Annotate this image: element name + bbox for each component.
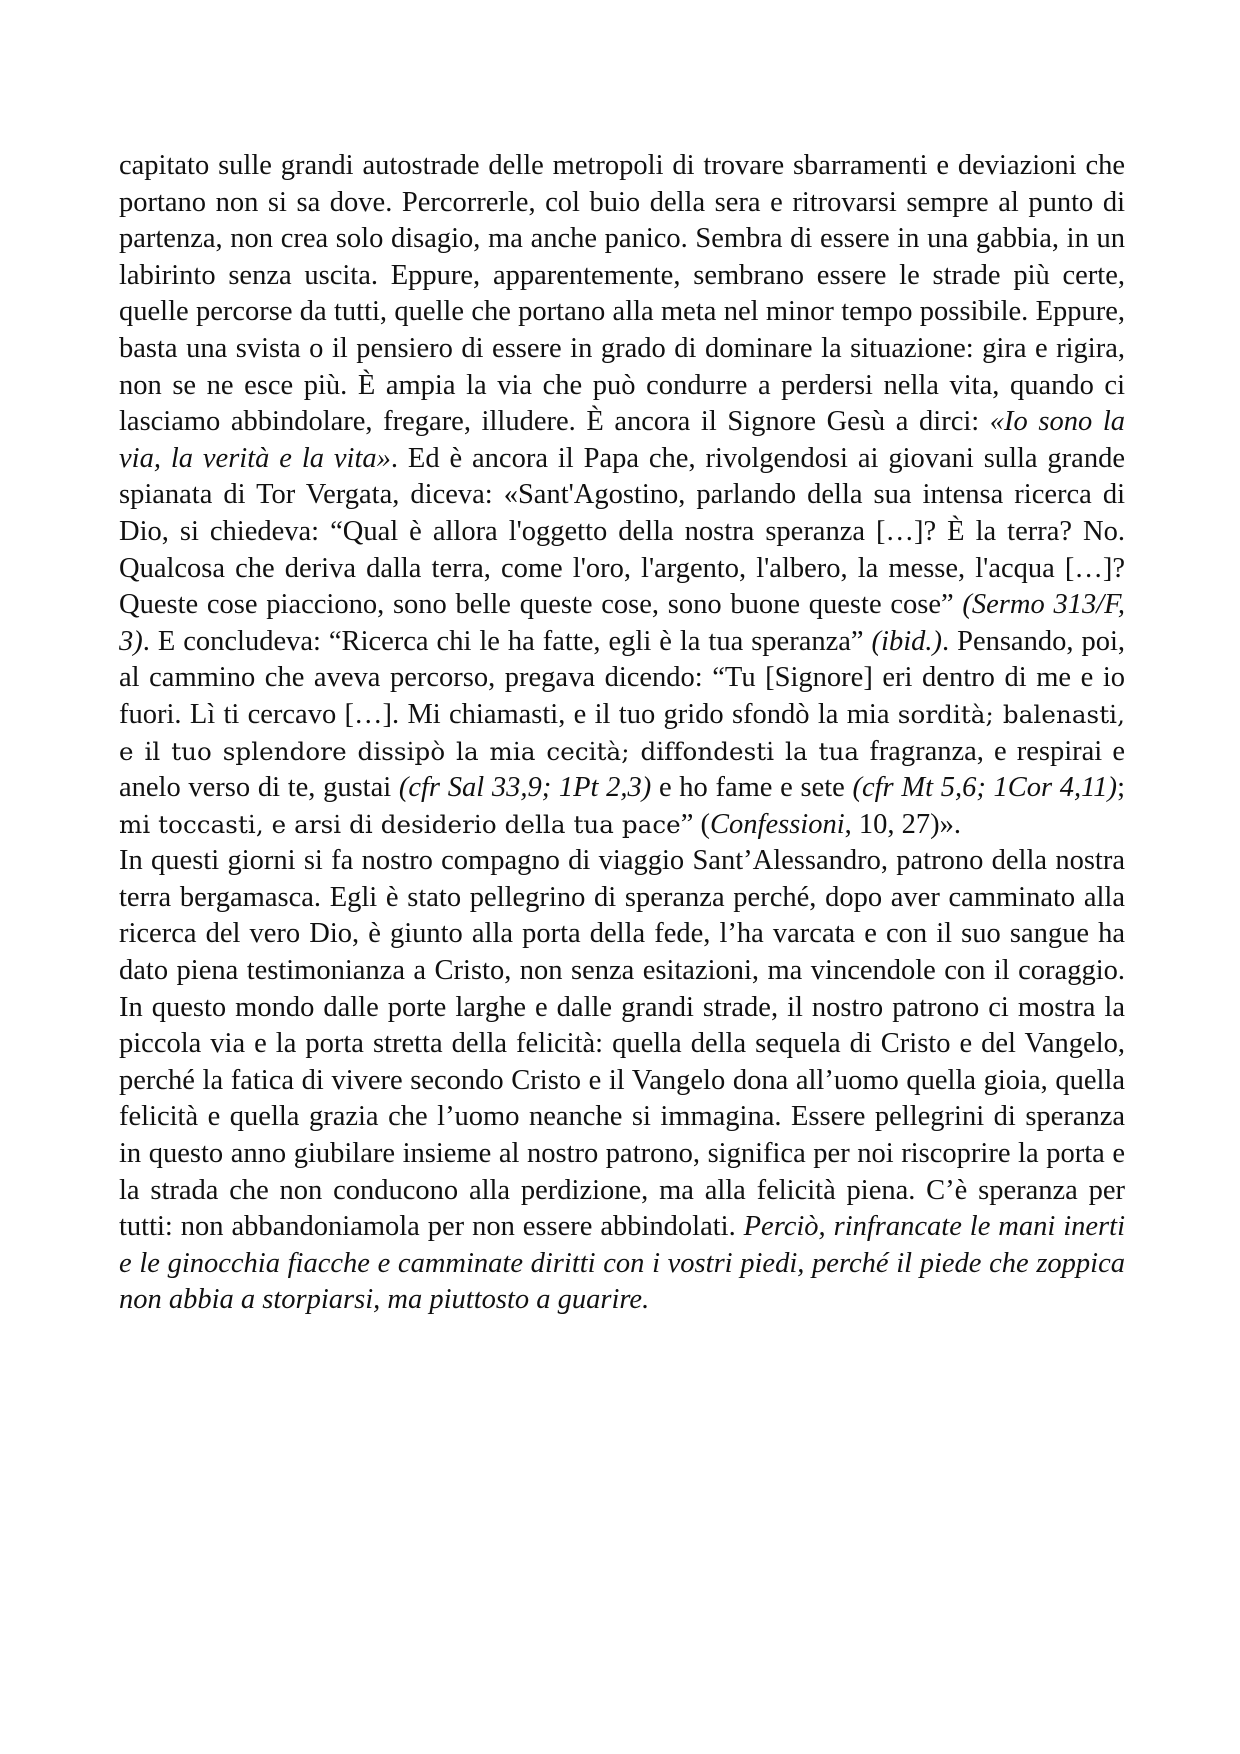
text-segment: . Pensando, poi, al cammino che aveva percorso, pregava dicendo: “Tu [Signore] eri dentro di me e io fuori. Lì ti cercavo […]. Mi chiamasti, e il tuo grido sfondò la mia: [119, 625, 1125, 730]
text-segment-alt-font: sordità; balenasti, e il tuo splendore dissipò la mia cecità; diffondesti la tua: [119, 699, 1125, 766]
citation-segment: (ibid.): [871, 625, 942, 657]
text-segment: fragranza, e respirai e anelo verso di te, gustai: [119, 735, 1125, 804]
text-segment: . Ed è ancora il Papa che, rivolgendosi ai giovani sulla grande spianata di Tor Vergata, diceva: «Sant'Agostino, parlando della sua intensa ricerca di Dio, si chiedeva: “Qual è allora l'oggetto della nostra speranza […]? È la terra? No. Qualcosa che deriva dalla terra, come l'oro, l'argento, l'albero, la messe, l'acqua […]? Queste cose piacciono, sono belle queste cose, sono buone queste cose”: [119, 442, 1125, 621]
text-segment: . E concludeva: “Ricerca chi le ha fatte, egli è la tua speranza”: [142, 625, 872, 657]
citation-segment: (Sermo 313/F, 3): [119, 589, 1125, 657]
text-segment: e ho fame e sete: [651, 772, 853, 804]
document-body: [119, 148, 1125, 1319]
citation-segment: (cfr Sal 33,9; 1Pt 2,3): [398, 772, 652, 804]
text-segment: In questi giorni si fa nostro compagno di viaggio Sant’Alessandro, patrono della nostra terra bergamasca. Egli è stato pellegrino di speranza perché, dopo aver camminato alla ricerca del vero Dio, è giunto alla porta della fede, l’ha varcata e con il suo sangue ha dato piena testimonianza a Cristo, non senza esitazioni, ma vincendole con il coraggio. In questo mondo dalle porte larghe e dalle grandi strade, il nostro patrono ci mostra la piccola via e la porta stretta della felicità: quella della sequela di Cristo e del Vangelo, perché la fatica di vivere secondo Cristo e il Vangelo dona all’uomo quella gioia, quella felicità e quella grazia che l’uomo neanche si immagina. Essere pellegrini di speranza in questo anno giubilare insieme al nostro patrono, significa per noi riscoprire la porta e la strada che non conducono alla perdizione, ma alla felicità piena. C’è speranza per tutti: non abbandoniamola per non essere abbindolati.: [119, 845, 1125, 1243]
paragraph-2: [119, 843, 1125, 1319]
text-segment: ” (: [680, 808, 711, 840]
text-segment-alt-font: mi toccasti, e arsi di desiderio della tua pace: [119, 809, 681, 839]
text-segment: , 10, 27)».: [844, 808, 962, 840]
text-segment: capitato sulle grandi autostrade delle metropoli di trovare sbarramenti e deviazioni che portano non si sa dove. Percorrerle, col buio della sera e ritrovarsi sempre al punto di partenza, non crea solo disagio, ma anche panico. Sembra di essere in una gabbia, in un labirinto senza uscita. Eppure, apparentemente, sembrano essere le strade più certe, quelle percorse da tutti, quelle che portano alla meta nel minor tempo possibile. Eppure, basta una svista o il pensiero di essere in grado di dominare la situazione: gira e rigira, non se ne esce più. È ampia la via che può condurre a perdersi nella vita, quando ci lasciamo abbindolare, fregare, illudere. È ancora il Signore Gesù a dirci:: [119, 150, 1125, 438]
citation-segment: (cfr Mt 5,6; 1Cor 4,11): [852, 772, 1118, 804]
text-segment: ;: [1117, 772, 1125, 804]
quote-segment: «Io sono la via, la verità e la vita»: [119, 406, 1126, 474]
citation-segment: Confessioni: [710, 808, 845, 840]
paragraph-1: [119, 148, 1125, 843]
quote-segment: Perciò, rinfrancate le mani inerti e le ginocchia fiacche e camminate diritti con i vostri piedi, perché il piede che zoppica non abbia a storpiarsi, ma piuttosto a guarire.: [119, 1211, 1125, 1316]
